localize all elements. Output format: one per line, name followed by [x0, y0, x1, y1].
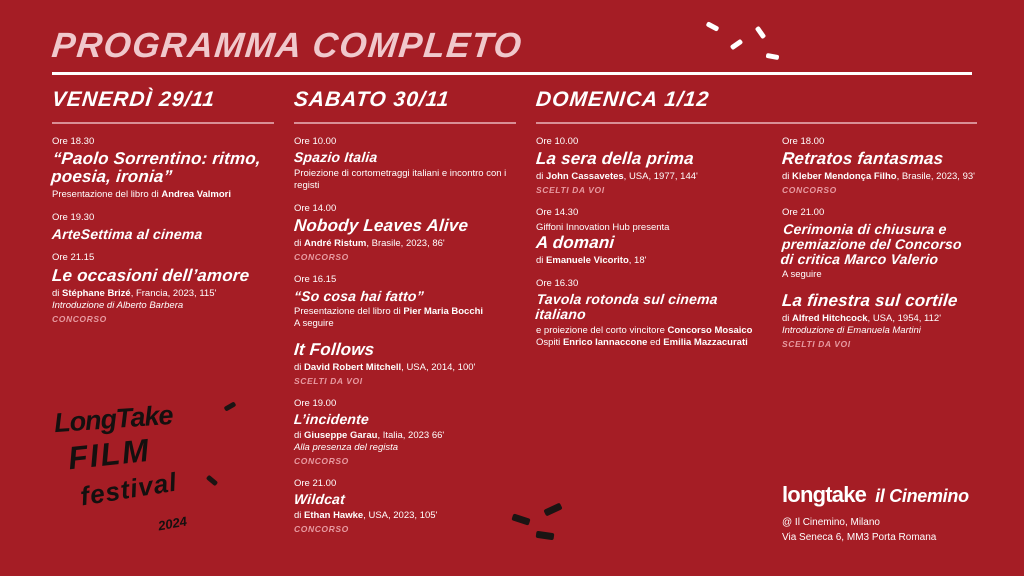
event-time: Ore 19.30 [52, 212, 95, 224]
event-section-badge: CONCORSO [294, 252, 349, 263]
event-details: di Emanuele Vicorito, 18' [536, 254, 647, 266]
event-title: Cerimonia di chiusura e premiazione del Concorso di critica Marco Valerio [780, 220, 963, 267]
event-item [536, 136, 766, 196]
event-details: Presentazione del libro di Andrea Valmori [52, 189, 232, 201]
day-heading-sunday: DOMENICA 1/12 [534, 88, 711, 111]
event-details: di Stéphane Brizé, Francia, 2023, 115' Introduzione di Alberto Barbera [52, 287, 217, 311]
event-title: A domani [535, 232, 616, 252]
event-item [52, 252, 274, 324]
confetti-dash-icon [543, 503, 562, 517]
brand-logos [782, 482, 982, 508]
footer-brand [782, 482, 982, 545]
event-details: di Kleber Mendonça Filho, Brasile, 2023, 93' [782, 171, 975, 183]
event-section-badge: CONCORSO [52, 313, 107, 324]
event-details: di André Ristum, Brasile, 2023, 86' [294, 238, 445, 250]
event-title: Le occasioni dell’amore [51, 265, 251, 285]
event-details: di John Cassavetes, USA, 1977, 144' [536, 171, 698, 183]
logo-year: 2024 [156, 513, 189, 534]
longtake-logo: longtake [782, 482, 867, 507]
event-time: Ore 19.00 [294, 398, 337, 410]
confetti-dash-icon [536, 531, 555, 540]
event-time: Ore 21.00 [782, 207, 825, 219]
confetti-dash-icon [766, 53, 780, 60]
longtake-film-festival-logo [46, 398, 246, 558]
event-time: Ore 16.15 [294, 274, 337, 286]
event-title: La sera della prima [535, 149, 695, 169]
event-title: Nobody Leaves Alive [293, 216, 470, 236]
logo-line-1: LongTake [53, 399, 174, 439]
day-heading-friday: VENERDÌ 29/11 [50, 88, 217, 111]
event-details: di Giuseppe Garau, Italia, 2023 66' Alla presenza del regista [294, 430, 445, 454]
event-item [782, 136, 977, 196]
event-time: Ore 14.00 [294, 202, 337, 214]
event-title: Tavola rotonda sul cinema italiano [534, 291, 719, 323]
event-title: Spazio Italia [293, 149, 379, 166]
event-item [536, 278, 766, 349]
event-details: A seguire [782, 269, 822, 281]
event-item [294, 274, 516, 330]
confetti-dash-icon [706, 21, 720, 32]
event-time: Ore 10.00 [294, 136, 337, 147]
confetti-dash-icon [755, 26, 767, 40]
event-section-badge: CONCORSO [294, 455, 349, 466]
event-title: Wildcat [293, 491, 346, 508]
venue-address: Via Seneca 6, MM3 Porta Romana [782, 531, 937, 543]
cinemino-logo: il Cinemino [875, 486, 969, 506]
column-sunday-right [782, 136, 977, 361]
page-title: PROGRAMMA COMPLETO [50, 26, 525, 65]
confetti-dash-icon [730, 39, 744, 51]
event-presenter: Giffoni Innovation Hub presenta [536, 221, 670, 233]
logo-line-3: festival [78, 466, 180, 512]
event-time: Ore 16.30 [536, 277, 579, 289]
event-details: di Alfred Hitchcock, USA, 1954, 112' Introduzione di Emanuela Martini [782, 313, 942, 336]
event-time: Ore 21.00 [294, 478, 337, 490]
event-section-badge: CONCORSO [294, 524, 349, 535]
event-title: ArteSettima al cinema [51, 225, 204, 242]
event-item [294, 398, 516, 467]
event-section-badge: SCELTI DA VOI [294, 376, 363, 387]
event-time: Ore 18.30 [52, 136, 95, 147]
event-time: Ore 18.00 [782, 136, 825, 147]
event-section-badge: CONCORSO [782, 185, 837, 196]
event-item [294, 136, 516, 192]
event-title: La finestra sul cortile [781, 290, 959, 310]
column-friday [52, 136, 274, 336]
logo-line-2: FILM [66, 431, 153, 477]
event-item [782, 292, 977, 350]
event-title: L’incidente [293, 411, 370, 428]
event-title: It Follows [293, 340, 376, 360]
event-item [294, 203, 516, 263]
day-divider-friday [52, 122, 274, 124]
column-saturday [294, 136, 516, 546]
event-time: Ore 10.00 [536, 136, 579, 147]
event-details: e proiezione del corto vincitore Concorso Mosaico Ospiti Enrico Iannaccone ed Emilia Mazzacurati [536, 324, 753, 348]
venue-name: @ Il Cinemino, Milano [782, 517, 880, 528]
event-item [52, 136, 274, 201]
event-section-badge: SCELTI DA VOI [782, 338, 851, 349]
event-details: di David Robert Mitchell, USA, 2014, 100' [294, 362, 476, 374]
event-section-badge: SCELTI DA VOI [536, 185, 605, 196]
event-title: Retratos fantasmas [781, 149, 945, 169]
event-details: Proiezione di cortometraggi italiani e incontro con i registi [294, 168, 507, 192]
day-divider-sunday [536, 122, 977, 124]
event-time: Ore 14.30 [536, 207, 579, 219]
day-heading-saturday: SABATO 30/11 [292, 88, 451, 111]
header-divider [52, 72, 972, 75]
column-sunday-left [536, 136, 766, 360]
event-item [536, 207, 766, 267]
event-title: “So cosa hai fatto” [293, 287, 425, 304]
event-item [294, 478, 516, 535]
event-details: Presentazione del libro di Pier Maria Bocchi A seguire [294, 306, 484, 330]
event-time: Ore 21.15 [52, 252, 95, 264]
day-divider-saturday [294, 122, 516, 124]
event-title: “Paolo Sorrentino: ritmo, poesia, ironia” [50, 149, 262, 187]
event-item [52, 212, 274, 241]
event-details: di Ethan Hawke, USA, 2023, 105' [294, 510, 438, 522]
event-item [782, 207, 977, 281]
event-item [294, 341, 516, 387]
